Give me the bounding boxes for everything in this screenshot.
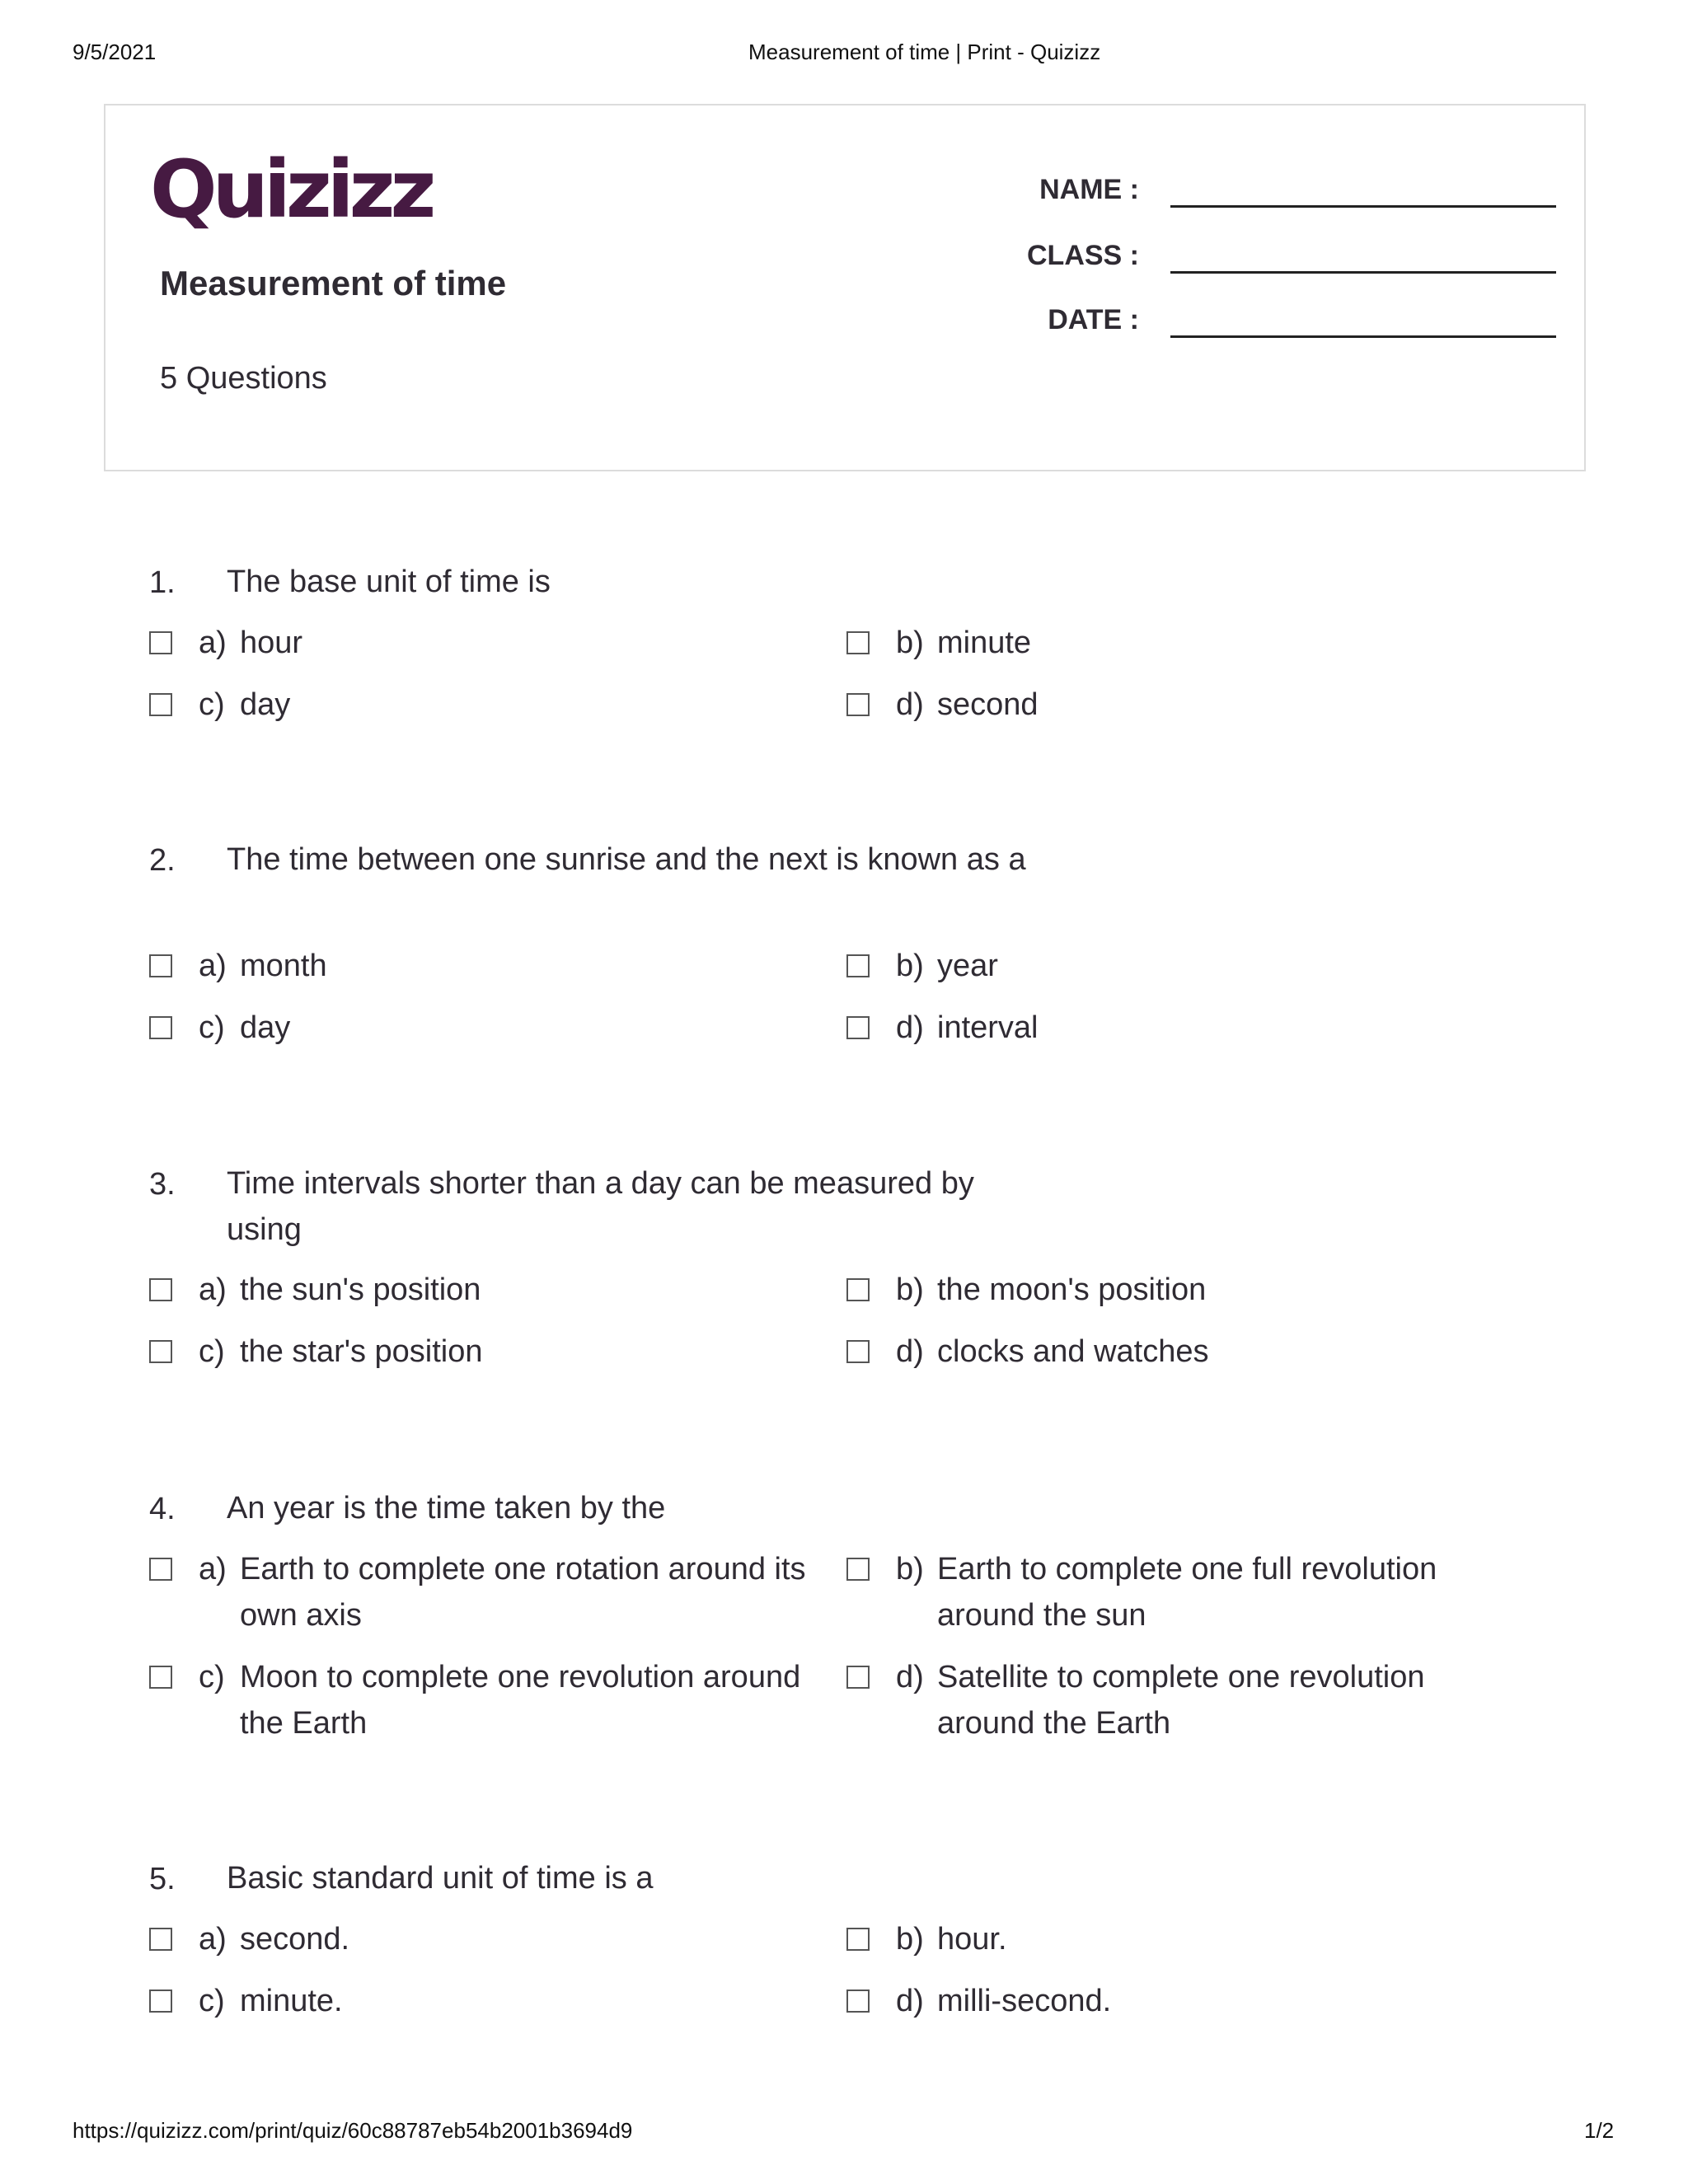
question-number: 5. (149, 1862, 176, 1896)
print-url: https://quizizz.com/print/quiz/60c88787eb54b2001b3694d9 (73, 2118, 633, 2143)
checkbox[interactable] (149, 954, 172, 977)
option-text: Satellite to complete one revolution around the Earth (937, 1660, 1425, 1741)
option-letter: a) (199, 949, 227, 983)
class-line[interactable] (1170, 271, 1556, 274)
option-letter: b) (896, 1552, 924, 1586)
option-letter: b) (896, 1272, 924, 1307)
quizizz-logo: Quizizz (150, 143, 432, 236)
checkbox[interactable] (846, 1990, 870, 2013)
option-text: the moon's position (937, 1272, 1207, 1307)
quiz-title: Measurement of time (160, 264, 507, 302)
option-text: day (240, 1010, 291, 1045)
checkbox[interactable] (149, 1666, 172, 1689)
checkbox[interactable] (846, 1340, 870, 1363)
question-number: 4. (149, 1492, 176, 1526)
checkbox[interactable] (846, 1278, 870, 1301)
checkbox[interactable] (846, 631, 870, 654)
class-field (946, 237, 1556, 279)
option-letter: d) (896, 1984, 924, 2018)
option-text: day (240, 687, 291, 722)
date-line[interactable] (1170, 335, 1556, 338)
option-letter: b) (896, 1922, 924, 1957)
quiz-header-card (104, 104, 1586, 471)
checkbox[interactable] (149, 1990, 172, 2013)
option-text: the sun's position (240, 1272, 481, 1307)
option-letter: a) (199, 1552, 227, 1586)
option-letter: c) (199, 1660, 225, 1694)
name-field (946, 171, 1556, 213)
option-text: year (937, 949, 998, 983)
option-text: Earth to complete one full revolution around the sun (937, 1552, 1437, 1633)
option-text: Moon to complete one revolution around the Earth (240, 1660, 801, 1741)
checkbox[interactable] (149, 1340, 172, 1363)
question-text: The base unit of time is (227, 565, 551, 599)
option-letter: b) (896, 626, 924, 660)
option-letter: d) (896, 1010, 924, 1045)
option-text: minute (937, 626, 1032, 660)
name-line[interactable] (1170, 205, 1556, 208)
option-letter: d) (896, 687, 924, 722)
option-text: the star's position (240, 1334, 483, 1369)
question-text: The time between one sunrise and the next is known as a (227, 842, 1026, 877)
option-text: milli-second. (937, 1984, 1112, 2018)
checkbox[interactable] (149, 1016, 172, 1039)
print-header (0, 40, 1688, 68)
name-label: NAME : (1039, 174, 1139, 205)
print-page-title: Measurement of time | Print - Quizizz (748, 40, 1101, 64)
option-letter: c) (199, 687, 225, 722)
question-count: 5 Questions (160, 361, 327, 396)
checkbox[interactable] (149, 631, 172, 654)
option-text: hour (240, 626, 303, 660)
question-text: Time intervals shorter than a day can be measured by using (227, 1166, 974, 1247)
option-letter: c) (199, 1984, 225, 2018)
option-text: second (937, 687, 1039, 722)
checkbox[interactable] (149, 693, 172, 716)
question-number: 2. (149, 843, 176, 878)
question-number: 1. (149, 565, 176, 600)
option-text: hour. (937, 1922, 1007, 1957)
checkbox[interactable] (149, 1278, 172, 1301)
checkbox[interactable] (149, 1928, 172, 1951)
option-text: Earth to complete one rotation around its own axis (240, 1552, 806, 1633)
question-text: An year is the time taken by the (227, 1491, 666, 1526)
date-label: DATE : (1048, 304, 1139, 335)
checkbox[interactable] (846, 954, 870, 977)
checkbox[interactable] (846, 1666, 870, 1689)
class-label: CLASS : (1027, 240, 1139, 271)
option-text: month (240, 949, 327, 983)
option-letter: b) (896, 949, 924, 983)
print-page-number: 1/2 (1584, 2118, 1615, 2143)
date-field (946, 302, 1556, 343)
option-letter: c) (199, 1010, 225, 1045)
print-date: 9/5/2021 (73, 40, 157, 64)
option-letter: c) (199, 1334, 225, 1369)
question-number: 3. (149, 1167, 176, 1202)
option-text: minute. (240, 1984, 343, 2018)
option-letter: a) (199, 626, 227, 660)
option-text: clocks and watches (937, 1334, 1209, 1369)
option-letter: a) (199, 1272, 227, 1307)
option-letter: a) (199, 1922, 227, 1957)
checkbox[interactable] (149, 1558, 172, 1581)
checkbox[interactable] (846, 693, 870, 716)
option-letter: d) (896, 1334, 924, 1369)
option-letter: d) (896, 1660, 924, 1694)
option-text: second. (240, 1922, 350, 1957)
checkbox[interactable] (846, 1928, 870, 1951)
checkbox[interactable] (846, 1558, 870, 1581)
checkbox[interactable] (846, 1016, 870, 1039)
option-text: interval (937, 1010, 1039, 1045)
question-text: Basic standard unit of time is a (227, 1861, 654, 1896)
